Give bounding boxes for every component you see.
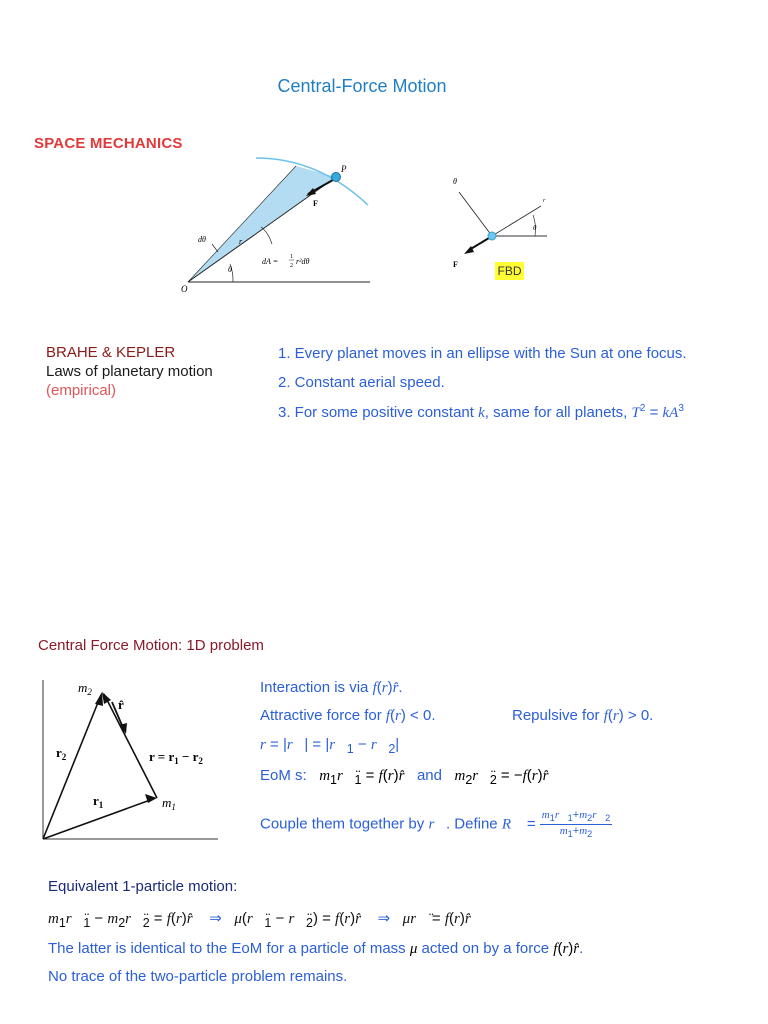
label-relative-vector: $r = r_1 - r_2$ (149, 749, 203, 766)
interaction-line: Interaction is via f(r)r̂. (260, 679, 403, 696)
label-O: O (181, 284, 188, 294)
r2-vector (43, 695, 101, 839)
label-r2: $r_2$ (56, 745, 67, 762)
fbd-particle (488, 232, 496, 240)
brahe-kepler-heading: BRAHE & KEPLER (46, 344, 176, 361)
repulsive-line: Repulsive for f(r) > 0. (512, 707, 654, 724)
attractive-line: Attractive force for f(r) < 0. (260, 707, 436, 724)
fbd-label-r: r (543, 198, 546, 204)
relative-vector (104, 694, 157, 798)
two-body-figure (38, 672, 223, 844)
label-theta: θ (228, 265, 232, 274)
fbd-label-theta: θ (533, 224, 537, 232)
kepler-law-3: 3. For some positive constant k, same for all planets, $T^2 = kA^3$ (278, 403, 684, 421)
latter-identical-line: The latter is identical to the EoM for a particle of mass μ acted on by a force f(r)r̂. (48, 940, 584, 957)
label-m2: $m_2$ (78, 680, 92, 697)
section-label-central-force-1d: Central Force Motion: 1D problem (38, 637, 264, 654)
page-title: Central-Force Motion (277, 76, 447, 96)
couple-line: Couple them together by r⃗. Define R⃗ = $\frac{m_1r⃗_1+m_2r⃗_2}{m_1+m_2}$ (260, 809, 611, 840)
dtheta-leader (212, 244, 218, 252)
areal-velocity-figure (178, 150, 378, 295)
label-F: F (313, 199, 318, 208)
r-magnitude-line: r = |r⃗| = $|r⃗_1$ − $r⃗_2|$ (260, 736, 400, 756)
reduction-equation: $m_1r⃗̈_1$ − $m_2r⃗̈_2$ = f(r)r̂ ⇒ $\mu(r⃗̈_1$ − $r⃗̈_2$) = f(r)r̂ ⇒ μr⃗̈ = f(r)r̂ (48, 910, 471, 930)
label-dA-den: 2 (290, 263, 293, 269)
label-P: P (341, 164, 347, 174)
fbd-highlight-label: FBD (495, 262, 524, 280)
label-dtheta: dθ (198, 235, 206, 244)
equivalent-heading: Equivalent 1-particle motion: (48, 878, 238, 895)
section-label-space-mechanics: SPACE MECHANICS (34, 135, 183, 152)
fbd-label-theta-top: θ (453, 177, 457, 186)
label-m1: $m_1$ (162, 795, 176, 812)
laws-of-planetary-motion: Laws of planetary motion (46, 363, 213, 380)
label-r: r (239, 237, 243, 246)
label-dA-tail: r²dθ (296, 257, 310, 266)
kepler-law-1: 1. Every planet moves in an ellipse with the Sun at one focus. (278, 345, 687, 362)
no-trace-line: No trace of the two-particle problem remains. (48, 968, 348, 985)
planet-point (332, 173, 341, 182)
label-dA: dA = (262, 257, 279, 266)
radius-line-2 (188, 166, 296, 282)
fbd-label-F: F (453, 260, 458, 269)
kepler-law-2: 2. Constant aerial speed. (278, 374, 445, 391)
label-r1: $r_1$ (93, 793, 104, 810)
theta-direction-line (459, 192, 492, 236)
label-dA-num: 1 (290, 254, 293, 260)
eoms-line: EoM s: $m_1r⃗̈_1$ = f(r)r̂ and $m_2r⃗̈_2$ = −f(r)r̂ (260, 767, 549, 787)
empirical-note: (empirical) (46, 382, 117, 399)
label-rhat: r̂ (118, 697, 124, 712)
